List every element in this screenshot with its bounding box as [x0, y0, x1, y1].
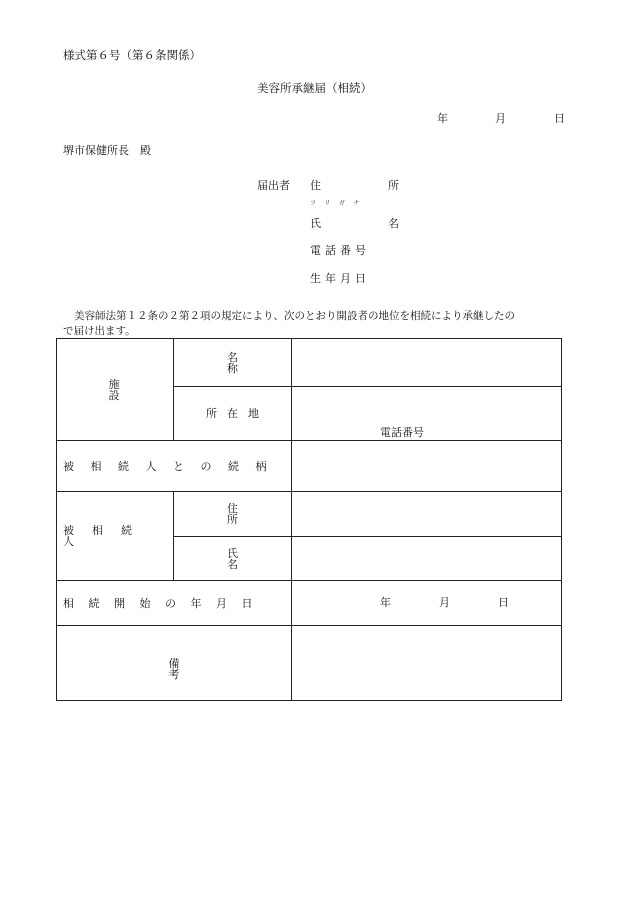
decedent-label: 被相続人	[63, 524, 150, 548]
decedent-name-label-cell	[174, 537, 292, 581]
notifier-birthdate-label: 生年月日	[310, 272, 370, 285]
remarks-input[interactable]	[292, 626, 562, 701]
start-date-day: 日	[498, 596, 509, 609]
decedent-label-cell	[57, 492, 174, 581]
facility-label-cell	[57, 339, 191, 441]
table-row-decedent-address	[57, 492, 562, 537]
table-row-facility-name	[57, 339, 562, 387]
start-date-label-cell	[57, 581, 292, 626]
notifier-phone-label: 電話番号	[310, 244, 370, 257]
notification-table	[56, 338, 562, 701]
remarks-label-cell	[57, 626, 315, 701]
table-row-start-date	[57, 581, 562, 626]
table-row-remarks	[57, 626, 562, 701]
start-date-label: 相続開始の年月日	[63, 596, 267, 610]
notifier-furigana-label: フリガナ	[310, 200, 368, 207]
facility-name-label-cell	[174, 339, 292, 387]
date-year: 年	[437, 112, 448, 125]
facility-name-label: 名 称	[227, 350, 293, 375]
table-row-relation	[57, 441, 562, 492]
decedent-address-label-cell	[174, 492, 292, 537]
start-date-month: 月	[439, 596, 450, 609]
facility-location-label: 所在地	[206, 407, 269, 420]
relation-label-cell	[57, 441, 292, 492]
notifier-label: 届出者	[257, 179, 290, 192]
facility-location-label-cell	[174, 387, 292, 441]
remarks-label: 備 考	[168, 657, 315, 681]
addressee: 堺市保健所長 殿	[63, 144, 151, 157]
start-date-input[interactable]	[292, 581, 562, 626]
decedent-address-input[interactable]	[292, 492, 562, 537]
start-date-year: 年	[380, 596, 391, 609]
relation-input[interactable]	[292, 441, 562, 492]
facility-location-input[interactable]	[292, 387, 562, 441]
notifier-address-label: 住 所	[310, 179, 427, 192]
form-number: 様式第６号（第６条関係）	[63, 48, 201, 62]
decedent-name-label: 氏 名	[227, 546, 293, 571]
document-title: 美容所承継届（相続）	[257, 81, 372, 95]
decedent-name-input[interactable]	[292, 537, 562, 581]
facility-name-input[interactable]	[292, 339, 562, 387]
intro-line-1: 美容師法第１２条の２第２項の規定により、次のとおり開設者の地位を相続により承継したの	[74, 310, 515, 322]
notifier-name-label: 氏 名	[310, 217, 427, 230]
facility-label: 施 設	[108, 377, 191, 402]
date-day: 日	[554, 112, 565, 125]
intro-line-2: で届け出ます。	[63, 325, 136, 337]
facility-phone-label: 電話番号	[380, 426, 424, 439]
decedent-address-label: 住 所	[227, 502, 293, 526]
date-month: 月	[495, 112, 506, 125]
relation-label: 被相続人との続柄	[63, 459, 283, 473]
